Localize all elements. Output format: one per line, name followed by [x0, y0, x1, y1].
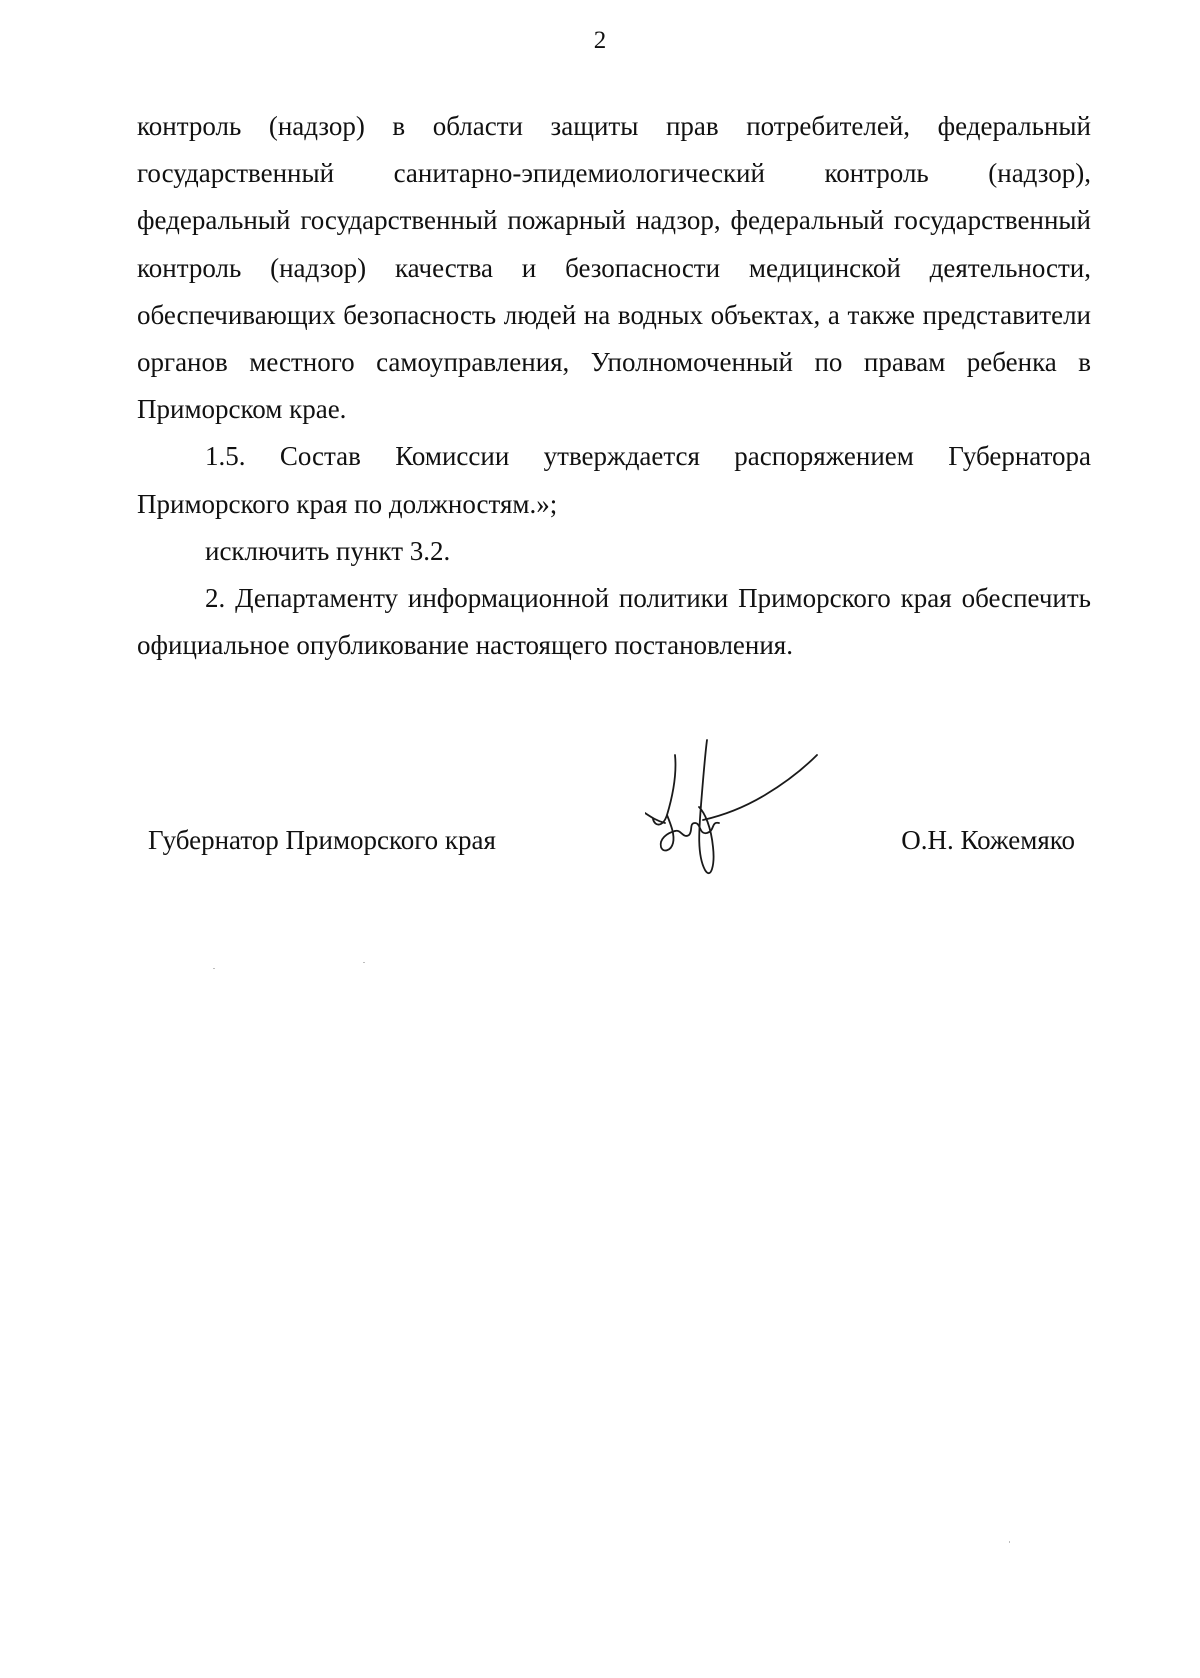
paragraph-clause-1-5: 1.5. Состав Комиссии утверждается распоряжением Губернатора Приморского края по должностям.»;: [137, 441, 1091, 519]
scan-speck: [213, 968, 215, 969]
document-body: [137, 103, 1091, 669]
scan-speck: [1009, 1541, 1010, 1543]
scan-speck: [363, 962, 365, 963]
paragraph-publication: 2. Департаменту информационной политики Приморского края обеспечить официальное опубликование настоящего постановления.: [137, 583, 1091, 661]
paragraph-continuation: контроль (надзор) в области защиты прав потребителей, федеральный государственный санитарно-эпидемиологический контроль (надзор), федеральный государственный пожарный надзор, федеральный государственный контроль (надзор) качества и безопасности медицинской деятельности, обеспечивающих безопасность людей на водных объектах, а также представители органов местного самоуправления, Уполномоченный по правам ребенка в Приморском крае.: [137, 111, 1091, 425]
signatory-name: О.Н. Кожемяко: [901, 825, 1075, 855]
page-number: 2: [593, 27, 607, 54]
signature-block: [0, 820, 1200, 860]
handwritten-signature-icon: [645, 735, 820, 885]
signatory-position: Губернатор Приморского края: [148, 825, 496, 855]
paragraph-exclude-clause: исключить пункт 3.2.: [205, 535, 451, 566]
